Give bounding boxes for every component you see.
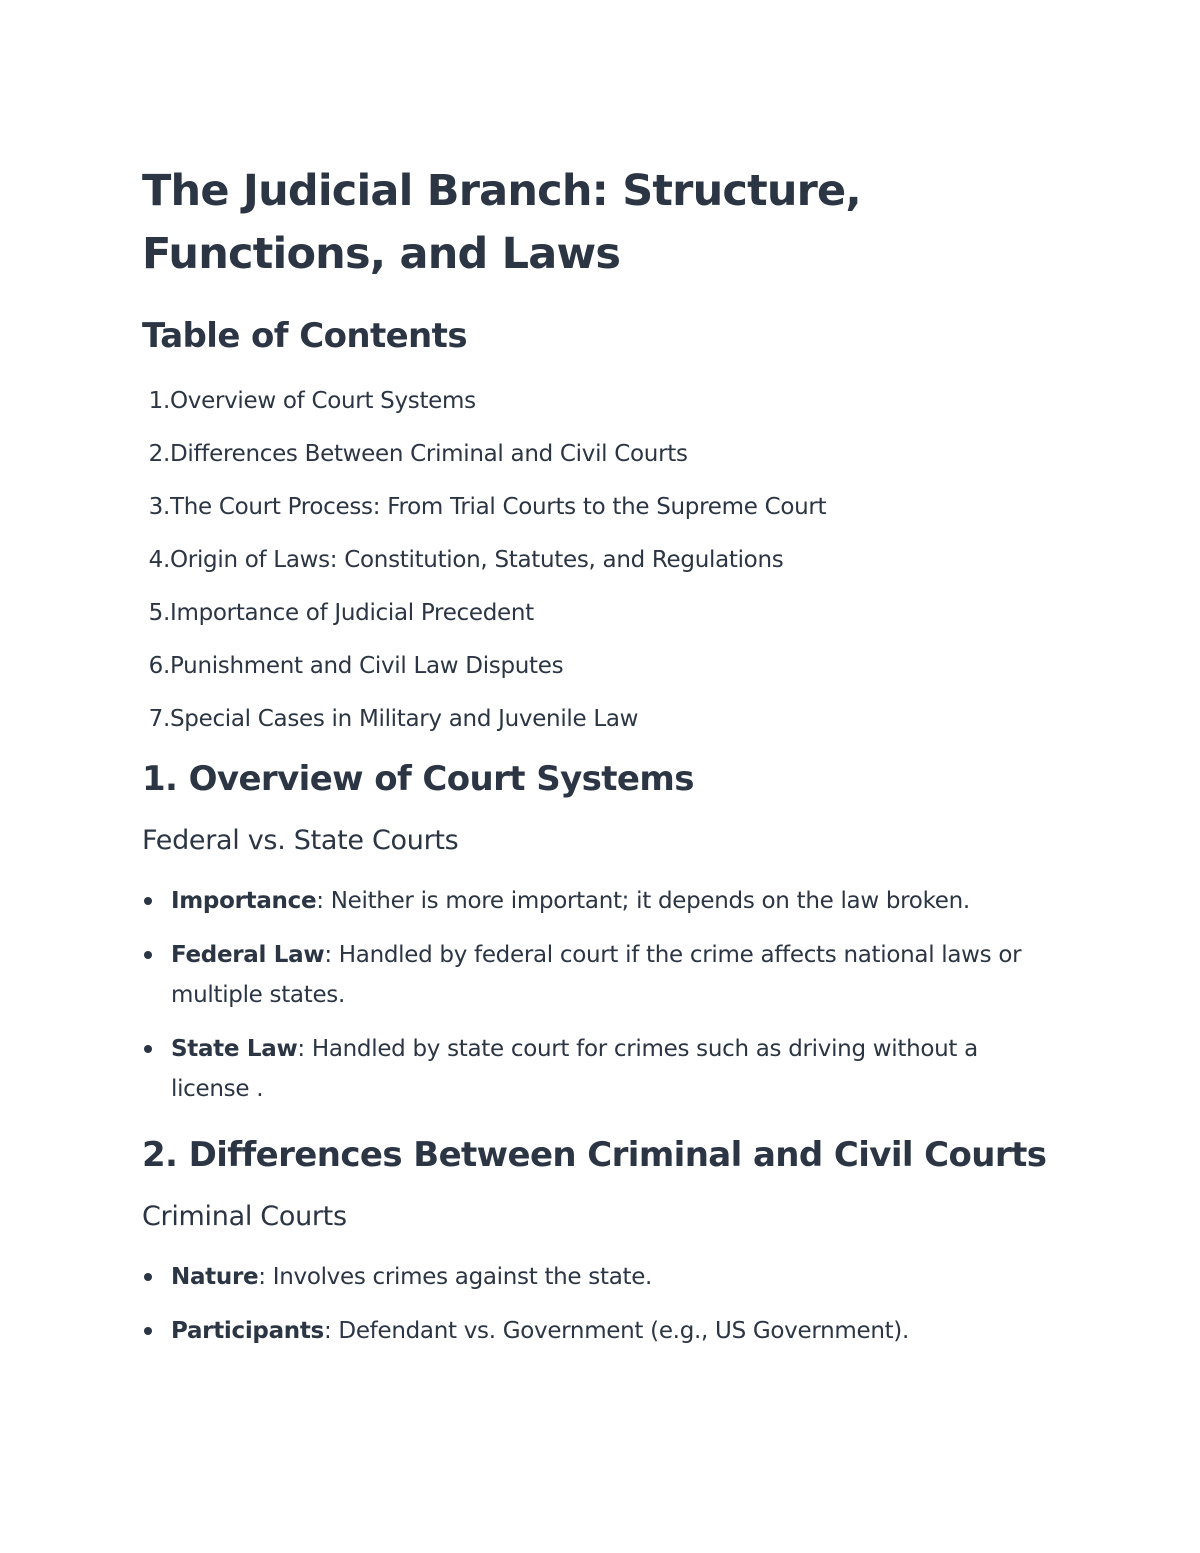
toc-item-number: 1. (148, 388, 170, 414)
toc-item-number: 4. (148, 547, 170, 573)
bullet-term: State Law (171, 1036, 298, 1062)
bullet-list (142, 1257, 1062, 1351)
toc-item[interactable] (142, 439, 1062, 469)
section-heading: 1. Overview of Court Systems (142, 759, 694, 799)
bullet-term: Importance (171, 888, 317, 914)
toc-item-label: The Court Process: From Trial Courts to the Supreme Court (170, 494, 827, 520)
list-item (142, 1257, 1051, 1297)
toc-heading: Table of Contents (142, 316, 467, 356)
section-overview-of-court-systems (142, 757, 1062, 1109)
toc-item-label: Origin of Laws: Constitution, Statutes, and Regulations (170, 547, 784, 573)
bullet-term: Nature (171, 1264, 259, 1290)
bullet-icon (144, 897, 152, 905)
bullet-icon (144, 1273, 152, 1281)
subsection-heading: Federal vs. State Courts (142, 825, 459, 856)
section-criminal-vs-civil-courts (142, 1133, 1062, 1351)
bullet-term: Participants (171, 1318, 324, 1344)
toc-item[interactable] (142, 651, 1062, 681)
bullet-icon (144, 1327, 152, 1335)
bullet-text: : Involves crimes against the state. (258, 1264, 653, 1290)
toc-item-label: Differences Between Criminal and Civil Courts (170, 441, 688, 467)
bullet-icon (144, 951, 152, 959)
section-heading: 2. Differences Between Criminal and Civil Courts (142, 1135, 1047, 1175)
bullet-icon (144, 1045, 152, 1053)
toc-item-label: Importance of Judicial Precedent (170, 600, 534, 626)
toc-item-number: 7. (148, 706, 170, 732)
bullet-text: : Defendant vs. Government (e.g., US Government). (323, 1318, 909, 1344)
toc-item-label: Special Cases in Military and Juvenile Law (170, 706, 639, 732)
list-item (142, 881, 1051, 921)
bullet-text: : Handled by state court for crimes such as driving without a license . (171, 1036, 978, 1102)
toc-item-number: 3. (148, 494, 170, 520)
list-item (142, 1029, 1051, 1109)
bullet-list (142, 881, 1062, 1109)
subsection-heading: Criminal Courts (142, 1201, 347, 1232)
toc-item[interactable] (142, 704, 1062, 734)
toc-item-label: Overview of Court Systems (170, 388, 476, 414)
toc-item-number: 5. (148, 600, 170, 626)
document-title: The Judicial Branch: Structure, Functions, and Laws (142, 166, 861, 279)
list-item (142, 1311, 1051, 1351)
toc-item[interactable] (142, 598, 1062, 628)
toc-item[interactable] (142, 386, 1062, 416)
toc-item[interactable] (142, 492, 1062, 522)
toc-item-number: 2. (148, 441, 170, 467)
toc-item[interactable] (142, 545, 1062, 575)
bullet-term: Federal Law (171, 942, 325, 968)
bullet-text: : Handled by federal court if the crime affects national laws or multiple states. (171, 942, 1022, 1008)
toc-item-number: 6. (148, 653, 170, 679)
bullet-text: : Neither is more important; it depends on the law broken. (316, 888, 970, 914)
document-page (142, 160, 1062, 1365)
list-item (142, 935, 1051, 1015)
table-of-contents (142, 386, 1062, 734)
toc-item-label: Punishment and Civil Law Disputes (170, 653, 564, 679)
